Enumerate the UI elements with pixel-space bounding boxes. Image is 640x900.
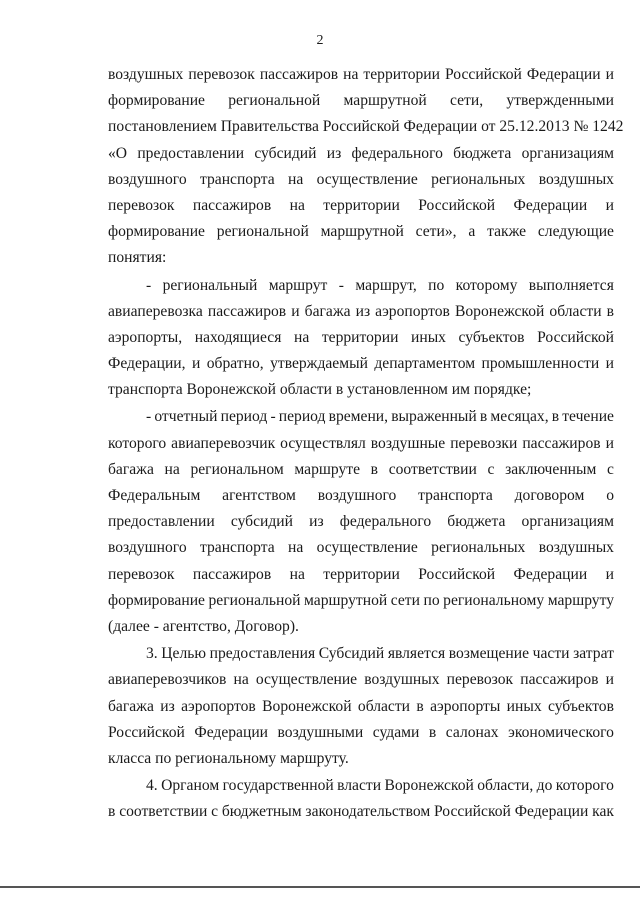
text-line: класса по региональному маршруту.: [108, 749, 349, 767]
word: и: [605, 355, 614, 373]
word: перевозки: [450, 434, 518, 452]
text-line: (далее - агентство, Договор).: [108, 617, 299, 635]
word: маршрутной: [320, 223, 404, 241]
text-line: [108, 299, 614, 325]
word: с: [487, 460, 495, 478]
word: с: [607, 460, 614, 478]
word: транспорта: [199, 539, 275, 557]
word: и: [191, 355, 201, 373]
word: Российской: [445, 66, 522, 83]
word: -: [146, 408, 152, 426]
word: пассажиров: [192, 196, 272, 214]
word: Федерации: [513, 196, 588, 214]
word: до: [536, 777, 553, 795]
word: области: [549, 302, 602, 320]
word: воздушными: [277, 723, 364, 741]
word: организациям: [521, 144, 614, 162]
word: иных: [411, 328, 446, 346]
word: маршруте: [294, 460, 361, 478]
word: в: [108, 803, 116, 821]
word: Российской: [418, 565, 496, 583]
word: и: [605, 671, 614, 689]
word: утвержденными: [506, 92, 614, 110]
text-line: [108, 483, 614, 509]
word: государственной: [222, 777, 334, 795]
word: Федерации: [526, 66, 601, 83]
word: сети: [390, 591, 420, 609]
word: и: [605, 565, 614, 583]
word: территории: [323, 565, 400, 583]
paragraph-definitions-intro: [108, 62, 624, 272]
word: субъектов: [458, 328, 525, 346]
text-line: [108, 351, 614, 377]
word: территории: [321, 328, 399, 346]
word: сети»,: [415, 223, 457, 241]
word: воздушных: [364, 671, 440, 689]
paragraph-regional-route: [108, 273, 614, 404]
word: аэропорты: [430, 697, 501, 715]
word: находящиеся: [194, 328, 282, 346]
word: пассажиров: [520, 671, 599, 689]
word: в: [606, 302, 614, 320]
word: из: [326, 144, 342, 162]
word: которого: [108, 434, 167, 452]
paragraph-reporting-period: [108, 404, 614, 640]
word: аэропортов: [181, 697, 256, 715]
text-line: постановлением Правительства Российской Федерации от 25.12.2013 № 1242: [108, 118, 624, 136]
word: заключенным: [505, 460, 597, 478]
word: предоставлении: [137, 144, 245, 162]
word: территории: [363, 66, 440, 83]
word: иных: [506, 697, 542, 715]
word: Федерации: [194, 723, 269, 741]
word: региональном: [190, 460, 284, 478]
word: перевозок: [108, 196, 175, 214]
word: Российской: [418, 196, 496, 214]
word: отчетный: [154, 408, 218, 426]
word: багажа: [304, 302, 351, 320]
word: в: [551, 408, 560, 426]
text-line: [108, 799, 614, 825]
word: субсидий: [254, 144, 317, 162]
word: территории: [323, 196, 400, 214]
word: Воронежской: [384, 777, 474, 795]
word: в: [370, 460, 379, 478]
word: и: [605, 434, 614, 452]
word: региональных: [431, 170, 526, 188]
word: 3.: [146, 645, 158, 663]
word: региональных: [431, 539, 526, 557]
text-line: [108, 141, 614, 167]
word: период: [220, 408, 268, 426]
word: по: [423, 591, 440, 609]
word: в: [428, 723, 437, 741]
text-line: [108, 457, 614, 483]
word: 4.: [146, 777, 158, 795]
word: на: [289, 196, 305, 214]
word: маршрут: [268, 276, 328, 294]
page-number: 2: [316, 33, 324, 48]
word: пассажиров: [192, 565, 272, 583]
word: воздушного: [108, 170, 187, 188]
word: на: [343, 66, 359, 83]
word: осуществлял: [280, 434, 366, 452]
word: части: [532, 645, 570, 663]
text-line: [108, 667, 614, 693]
word: соответствии: [119, 803, 208, 821]
word: воздушных: [108, 66, 184, 83]
text-line: [108, 62, 614, 88]
word: времени,: [328, 408, 389, 426]
word: на: [287, 539, 304, 557]
word: судами: [372, 723, 420, 741]
word: транспорта: [418, 487, 493, 504]
word: Российской: [537, 328, 614, 346]
word: пассажиров: [207, 302, 287, 320]
text-line: [108, 431, 614, 457]
word: формирование: [108, 591, 205, 609]
word: и: [605, 196, 614, 214]
word: бюджетным: [221, 803, 302, 821]
word: перевозок: [188, 66, 255, 83]
word: договором: [514, 487, 585, 504]
word: транспорта: [199, 170, 275, 188]
word: агентством: [222, 487, 296, 504]
word: из: [355, 302, 371, 320]
text-line: [108, 588, 614, 614]
word: выполняется: [528, 276, 614, 294]
word: формирование: [108, 223, 205, 241]
word: предоставлении: [108, 513, 215, 531]
word: Субсидий: [318, 645, 385, 663]
word: авиаперевозчиков: [108, 671, 227, 689]
text-line: [108, 720, 614, 746]
word: осуществление: [316, 539, 418, 557]
word: региональной: [208, 591, 301, 609]
word: области,: [477, 777, 534, 795]
word: организациям: [521, 513, 614, 531]
word: Федерации,: [108, 355, 186, 373]
word: воздушного: [108, 539, 187, 557]
word: утверждаемый: [270, 355, 368, 373]
word: федерального: [351, 144, 443, 162]
word: на: [164, 460, 180, 478]
word: о: [606, 487, 614, 504]
document-body: [108, 62, 624, 825]
word: осуществление: [316, 170, 418, 188]
word: багажа: [108, 697, 154, 715]
paragraph-authority: [108, 773, 614, 825]
word: маршрутной: [343, 92, 427, 110]
text-line: [108, 694, 614, 720]
word: маршрут,: [355, 276, 417, 294]
word: Воронежской: [454, 302, 545, 320]
word: воздушные: [370, 434, 446, 452]
text-line: [108, 404, 614, 430]
word: багажа: [108, 460, 154, 478]
word: является: [387, 645, 446, 663]
word: Органом: [161, 777, 220, 795]
text-line: [108, 773, 614, 799]
word: воздушных: [538, 170, 614, 188]
word: соответствии: [388, 460, 477, 478]
word: выраженный: [391, 408, 477, 426]
word: перевозок: [446, 671, 514, 689]
word: промышленности: [481, 355, 600, 373]
word: Федерации: [514, 803, 589, 821]
word: региональному: [443, 591, 545, 609]
word: департаментом: [374, 355, 476, 373]
word: маршрутной: [304, 591, 388, 609]
text-line: транспорта Воронежской области в установленном им порядке;: [108, 381, 532, 399]
word: сети,: [450, 92, 484, 110]
word: на: [289, 565, 305, 583]
text-line: [108, 193, 614, 219]
text-line: [108, 88, 614, 114]
word: Воронежской: [262, 697, 352, 715]
word: авиаперевозчик: [171, 434, 276, 452]
word: аэропортов: [375, 302, 450, 320]
word: предоставления: [209, 645, 316, 663]
word: в: [479, 408, 488, 426]
word: на: [293, 328, 310, 346]
word: и: [291, 302, 300, 320]
text-line: [108, 641, 614, 667]
word: течение: [562, 408, 614, 426]
word: с: [211, 803, 219, 821]
text-line: [108, 509, 614, 535]
text-line: [108, 562, 614, 588]
word: Федерации: [513, 565, 588, 583]
word: затрат: [573, 645, 614, 663]
word: региональный: [162, 276, 258, 294]
paragraph-purpose: [108, 641, 614, 772]
word: Целью: [161, 645, 207, 663]
word: экономического: [508, 723, 614, 741]
word: следующие: [537, 223, 614, 241]
word: месяцах,: [490, 408, 549, 426]
text-line: [108, 325, 614, 351]
word: «О: [108, 144, 128, 162]
word: региональной: [228, 92, 321, 110]
word: власти: [337, 777, 382, 795]
word: Российской: [434, 803, 511, 821]
word: федерального: [339, 513, 432, 531]
text-line: [108, 219, 614, 245]
text-line: понятия:: [108, 249, 167, 267]
text-line: [108, 273, 614, 299]
word: на: [287, 170, 304, 188]
word: бюджета: [447, 513, 506, 531]
word: на: [233, 671, 249, 689]
page-bottom-edge: [0, 886, 640, 888]
word: пассажиров: [259, 66, 339, 83]
word: -: [146, 276, 152, 294]
word: -: [270, 408, 276, 426]
word: Федеральным: [108, 487, 201, 504]
word: Российской: [108, 723, 185, 741]
word: как: [592, 803, 614, 821]
word: возмещение: [448, 645, 530, 663]
word: субсидий: [230, 513, 293, 531]
word: воздушного: [317, 487, 397, 504]
word: осуществление: [255, 671, 358, 689]
text-line: [108, 535, 614, 561]
word: субъектов: [547, 697, 614, 715]
word: из: [309, 513, 324, 531]
word: которого: [555, 777, 614, 795]
word: авиаперевозка: [108, 302, 203, 320]
word: обратно,: [206, 355, 264, 373]
word: из: [160, 697, 175, 715]
word: региональной: [216, 223, 309, 241]
word: воздушных: [538, 539, 614, 557]
word: а: [468, 223, 476, 241]
word: которому: [455, 276, 518, 294]
word: период: [278, 408, 326, 426]
text-line: [108, 167, 614, 193]
word: маршруту: [547, 591, 614, 609]
word: области: [357, 697, 411, 715]
word: по: [428, 276, 445, 294]
word: законодательством: [305, 803, 431, 821]
word: бюджета: [453, 144, 512, 162]
word: формирование: [108, 92, 205, 110]
word: в: [416, 697, 424, 715]
word: -: [338, 276, 344, 294]
word: салонах: [445, 723, 499, 741]
word: пассажиров: [522, 434, 601, 452]
word: аэропорты,: [108, 328, 183, 346]
word: перевозок: [108, 565, 175, 583]
word: и: [605, 66, 614, 83]
word: также: [487, 223, 527, 241]
